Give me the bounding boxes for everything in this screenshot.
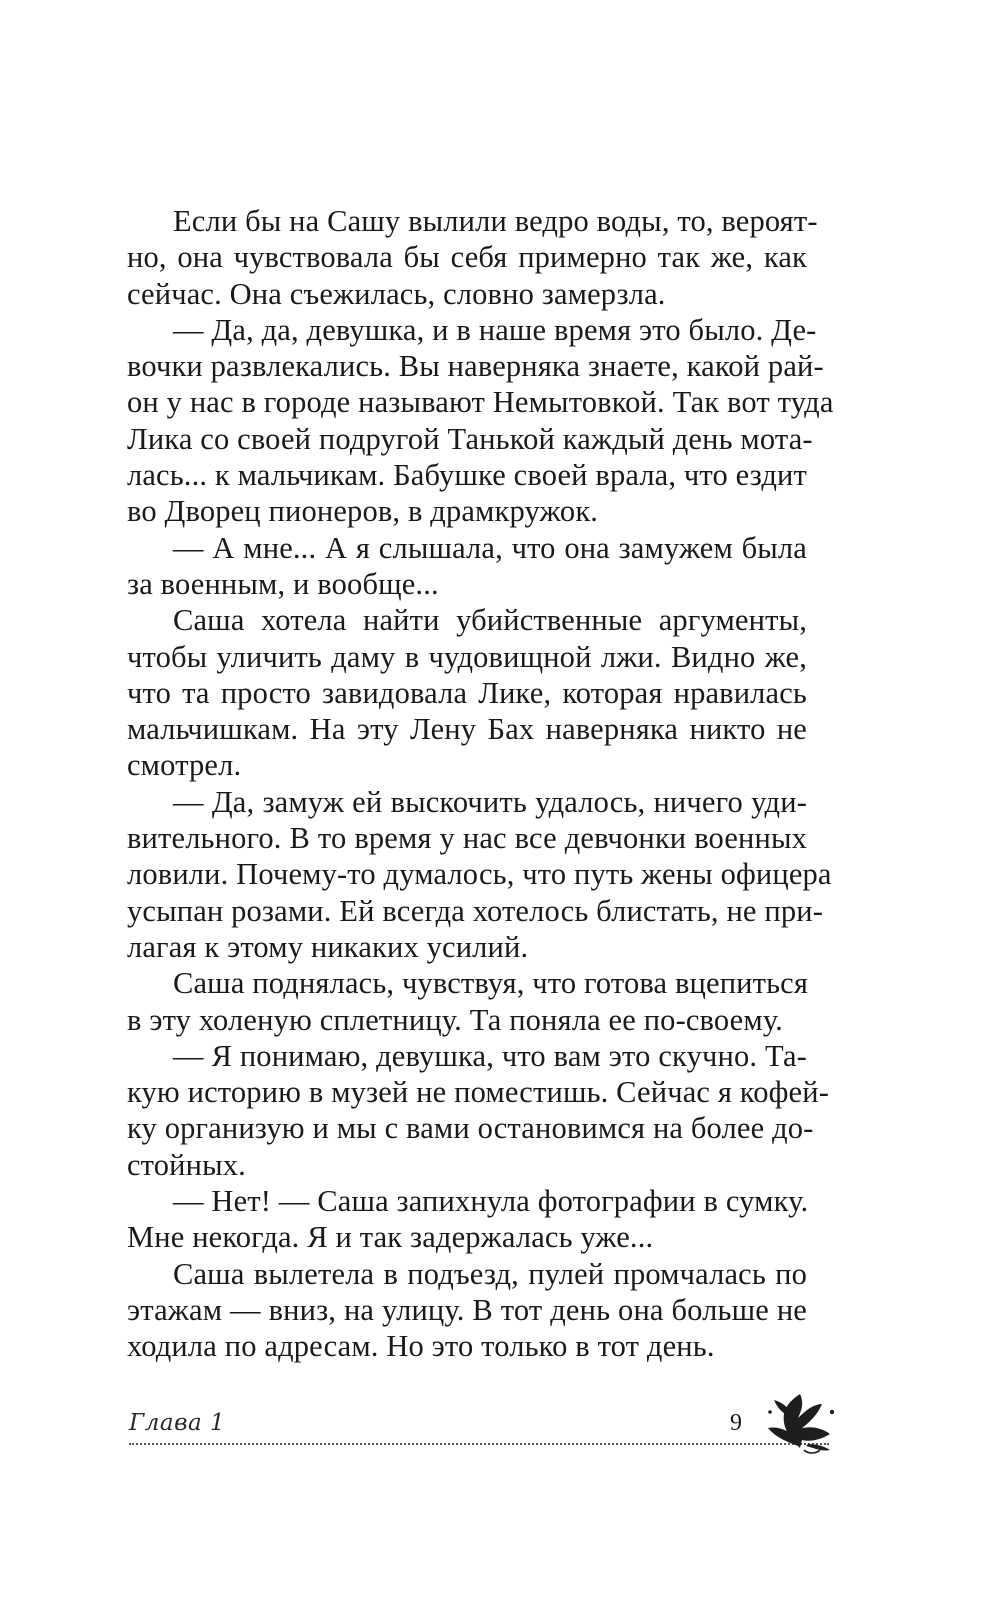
text-line: лась... к мальчикам. Бабушке своей врала, что ездит (127, 458, 807, 493)
text-line: Саша хотела найти убийственные аргументы, (173, 603, 807, 638)
text-line: во Дворец пионеров, в драмкружок. (127, 494, 599, 529)
text-line: этажам — вниз, на улицу. В тот день она больше не (127, 1292, 807, 1327)
text-line: — Да, замуж ей выскочить удалось, ничего уди- (173, 784, 807, 819)
text-line: в эту холеную сплетницу. Та поняла ее по-своему. (127, 1002, 783, 1037)
text-line: вочки развлекались. Вы наверняка знаете, какой рай- (127, 349, 824, 384)
text-line: Саша поднялась, чувствуя, что готова вцепиться (173, 966, 809, 1001)
text-line: чтобы уличить даму в чудовищной лжи. Видно же, (127, 639, 807, 674)
text-line: Если бы на Сашу вылили ведро воды, то, вероят- (173, 204, 818, 238)
text-line: смотрел. (127, 748, 242, 783)
text-line: он у нас в городе называют Немытовкой. Так вот туда (127, 385, 834, 420)
text-line: Лика со своей подругой Танькой каждый день мота- (127, 421, 813, 456)
page-number: 9 (730, 1410, 742, 1436)
text-line: что та просто завидовала Лике, которая нравилась (127, 675, 807, 710)
text-line: кую историю в музей не поместишь. Сейчас я кофей- (127, 1075, 829, 1110)
text-line: ловили. Почему-то думалось, что путь жены офицера (127, 857, 832, 892)
page-body-text (127, 203, 834, 1365)
chapter-label: Глава 1 (129, 1410, 226, 1436)
text-line: за военным, и вообще... (127, 566, 439, 601)
text-line: мальчишкам. На эту Лену Бах наверняка никто не (127, 712, 807, 747)
text-line: — Да, да, девушка, и в наше время это было. Де- (173, 312, 817, 347)
text-line: — Я понимаю, девушка, что вам это скучно. Та- (173, 1038, 807, 1073)
footer-dotted-rule (129, 1443, 829, 1445)
text-line: — А мне... А я слышала, что она замужем была (173, 530, 807, 565)
text-line: ку организую и мы с вами остановимся на более до- (127, 1111, 814, 1146)
text-line: Саша вылетела в подъезд, пулей промчалась по (173, 1256, 807, 1291)
text-line: сейчас. Она съежилась, словно замерзла. (127, 276, 666, 311)
text-line: усыпан розами. Ей всегда хотелось блистать, не при- (127, 893, 824, 928)
text-line: Мне некогда. Я и так задержалась уже... (127, 1220, 654, 1255)
floral-ornament-icon (760, 1388, 840, 1456)
text-line: — Нет! — Саша запихнула фотографии в сумку. (173, 1184, 809, 1219)
text-line: но, она чувствовала бы себя примерно так же, как (127, 240, 807, 275)
text-line: ходила по адресам. Но это только в тот день. (127, 1329, 715, 1364)
text-line: стойных. (127, 1147, 246, 1182)
text-line: вительного. В то время у нас все девчонки военных (127, 821, 807, 856)
text-line: лагая к этому никаких усилий. (127, 929, 529, 964)
